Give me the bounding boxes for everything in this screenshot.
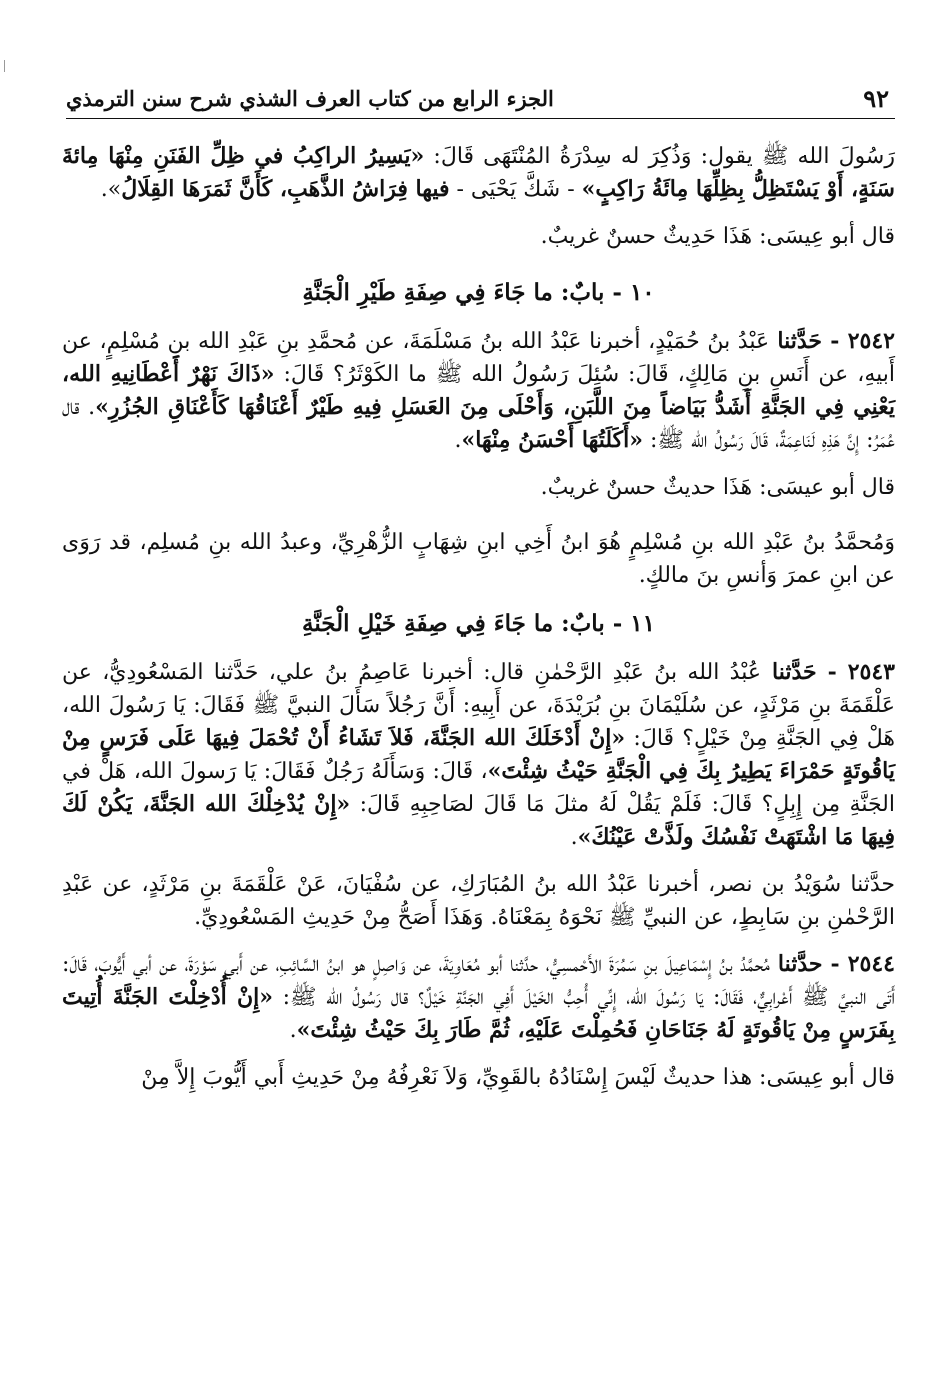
margin-mark: [4, 60, 5, 72]
text-paragraph: [62, 656, 895, 854]
text-paragraph: [62, 1061, 895, 1094]
chapter-heading: ١٠ - بابٌ: ما جَاءَ فِي صِفَةِ طَيْرِ الْجَنَّةِ: [302, 279, 655, 306]
hadith-quote: ٢٥٤٣ - حَدَّثنا: [760, 659, 895, 685]
narration-text: . قال عُمَرُ: إِنَّ هَذِهِ لَنَاعِمَةٌ، قَالَ رَسُولُ الله ﷺ:: [62, 395, 895, 453]
hadith-quote: «إِنْ أُدْخِلْتَ الجَنَّةَ أُتِيتَ بِفَرَسٍ مِنْ يَاقُوتَةٍ لَهُ جَنَاحَانِ فَحُمِلْتَ عَلَيْهِ، ثُمَّ طَارَ بِكَ حَيْثُ شِئْتَ»: [62, 984, 895, 1043]
hadith-quote: فيها فِرَاشُ الذَّهَبِ، كَأَنَّ ثَمَرَهَا القِلَالُ: [121, 176, 450, 202]
hadith-quote: «إِنْ أَدْخَلَكَ الله الجَنَّةَ، فَلاَ تَشَاءُ أَنْ تُحْمَلَ فِيهَا عَلَى فَرَسٍ مِنْ يَاقُوتَةٍ حَمْرَاءَ يَطِيرُ بِكَ فِي الْجَنَّةِ حَيْثُ شِئْتَ»: [62, 725, 895, 784]
narration-text: - شَكَّ يَحْيَى -: [449, 177, 582, 202]
narration-text: حدَّثنا سُوَيْدُ بن نصر، أخبرنا عَبْدُ الله بنُ المُبَارَكِ، عن سُفْيَانَ، عَنْ عَلْقَمَةَ بنِ مَرْثَدٍ، عن عَبْدِ الرَّحْمٰنِ بنِ سَابِطٍ، عن النبيِّ ﷺ نَحْوَهُ بِمَعْنَاهُ. وَهَذَا أَصَحُّ مِنْ حَدِيثِ المَسْعُودِيِّ.: [62, 872, 895, 930]
narration-text: .: [289, 1018, 297, 1043]
hadith-quote: ٢٥٤٤ - حدَّثنا: [769, 951, 895, 977]
text-paragraph: [62, 526, 895, 592]
text-paragraph: [62, 325, 895, 457]
hadith-quote: «يَسِيرُ الراكِبُ في ظِلِّ الفَنَنِ مِنْهَا مِائةَ سَنَةٍ، أَوْ يَسْتَظِلُّ بِظِلِّهَا مِائَةُ رَاكِبٍ»: [62, 143, 895, 202]
hadith-quote: «أَكَلَتُهَا أَحْسَنُ مِنْهَا»: [461, 427, 643, 453]
narration-text: رَسُولَ الله ﷺ يقول: وَذُكِرَ له سِدْرَةُ المُنْتَهَى قَالَ:: [424, 144, 895, 169]
running-title: الجزء الرابع من كتاب العرف الشذي شرح سنن الترمذي: [66, 85, 554, 111]
narration-text: عَبْدُ بنُ حُمَيْدٍ، أخبرنا عَبْدُ الله بنُ مَسْلَمَةَ، عن مُحمَّدِ بنِ عَبْدِ الله بنِ مُسْلِمٍ، عن أَبيهِ، عن أَنَسِ بنِ مَالِكٍ، قَالَ: سُئِلَ رَسُولُ الله ﷺ ما الكَوْثَرُ؟ قَالَ:: [62, 329, 896, 387]
text-paragraph: [62, 220, 895, 253]
text-paragraph: [62, 868, 895, 934]
hadith-quote: ٢٥٤٢ - حَدَّثنا: [769, 328, 895, 354]
narration-text: وَمُحمَّدُ بنُ عَبْدِ الله بنِ مُسْلِمٍ هُوَ ابنُ أَخِي ابنِ شِهَابٍ الزُّهْرِيِّ، وعبدُ الله بنِ مُسلِم، قد رَوَى عن ابنِ عمرَ وَأنسِ بنَ مالكٍ.: [62, 530, 895, 588]
text-paragraph: [62, 140, 895, 206]
narration-text: ».: [100, 177, 122, 202]
text-paragraph: [62, 948, 895, 1047]
narration-text: .: [570, 825, 578, 850]
chapter-heading: ١١ - بابٌ: ما جَاءَ فِي صِفَةِ خَيْلِ الْجَنَّةِ: [302, 610, 655, 637]
page-number: ٩٢: [863, 83, 889, 113]
page-body: [62, 140, 895, 1108]
hadith-quote: «ذَاكَ نَهْرٌ أَعْطَانِيهِ الله، يَعْنِي فِي الجَنَّةِ أَشَدُّ بَيَاضاً مِنَ اللَّبَنِ، وَأَحْلَى مِنَ العَسَلِ فِيهِ طَيْرٌ أَعْنَاقُهَا كَأَعْنَاقِ الجُزُرِ»: [62, 361, 895, 420]
hadith-quote: «إِنْ يُدْخِلْكَ الله الجَنَّةَ، يَكُنْ لَكَ فِيهَا مَا اشْتَهَتْ نَفْسُكَ ولَذَّتْ عَيْنُكَ»: [62, 791, 895, 850]
narration-text: مُحمَّدُ بنُ إِسْمَاعِيلَ بنِ سَمُرَةَ الأَحْمسِيُّ، حدَّثنا أبو مُعَاوِيَةَ، عن وَاصِلٍ هو ابنُ السَّائِبِ، عن أَبي سَوْرَةَ، عن أبي أَيُّوبَ، قَالَ: أَتَى النبيَّ ﷺ أَعْرابِيٌّ، فَقَالَ: يَا رَسُولَ الله، إِنِّي أُحِبُّ الخَيْلَ أَفِي الجَنَّةِ خَيْلٌ؟ قال رَسُولُ الله ﷺ:: [62, 952, 896, 1010]
text-paragraph: [62, 471, 895, 504]
narration-text: .: [454, 428, 462, 453]
narration-text: ، قَالَ: وَسَأَلَهُ رَجُلٌ فَقَالَ: يَا رَسولَ الله، هَلْ في الجَنَّةِ مِن إِبِلٍ؟ قَالَ: فَلَمْ يَقُلْ لَهُ مثلَ مَا قَالَ لصَاحِبِهِ قَالَ:: [62, 759, 895, 817]
narration-text: قال أبو عِيسَى: هذا حديثٌ لَيْسَ إِسْنَادُهُ بالقَوِيِّ، وَلاَ نَعْرِفُهُ مِنْ حَدِيثِ أَبي أَيُّوبَ إِلاَّ مِنْ: [141, 1065, 895, 1090]
narration-text: عُبْدُ الله بنُ عَبْدِ الرَّحْمٰنِ قال: أخبرنا عَاصِمُ بنُ علي، حَدَّثنا المَسْعُودِيُّ، عن عَلْقَمَةَ بنِ مَرْثَدٍ، عن سُلَيْمَانَ بنِ بُرَيْدَةَ، عن أَبِيهِ: أَنَّ رَجُلاً سَأَلَ النبيَّ ﷺ فَقَالَ: يَا رَسُولَ الله، هَلْ فِي الجَنَّةِ مِنْ خَيْلٍ؟ قَالَ:: [62, 660, 896, 751]
page-header: [66, 78, 895, 119]
narration-text: قال أبو عيسَى: هَذَا حديثٌ حسنٌ غريبٌ.: [540, 475, 895, 500]
narration-text: قال أبو عِيسَى: هَذَا حَدِيثٌ حسنٌ غريبٌ.: [540, 224, 895, 249]
